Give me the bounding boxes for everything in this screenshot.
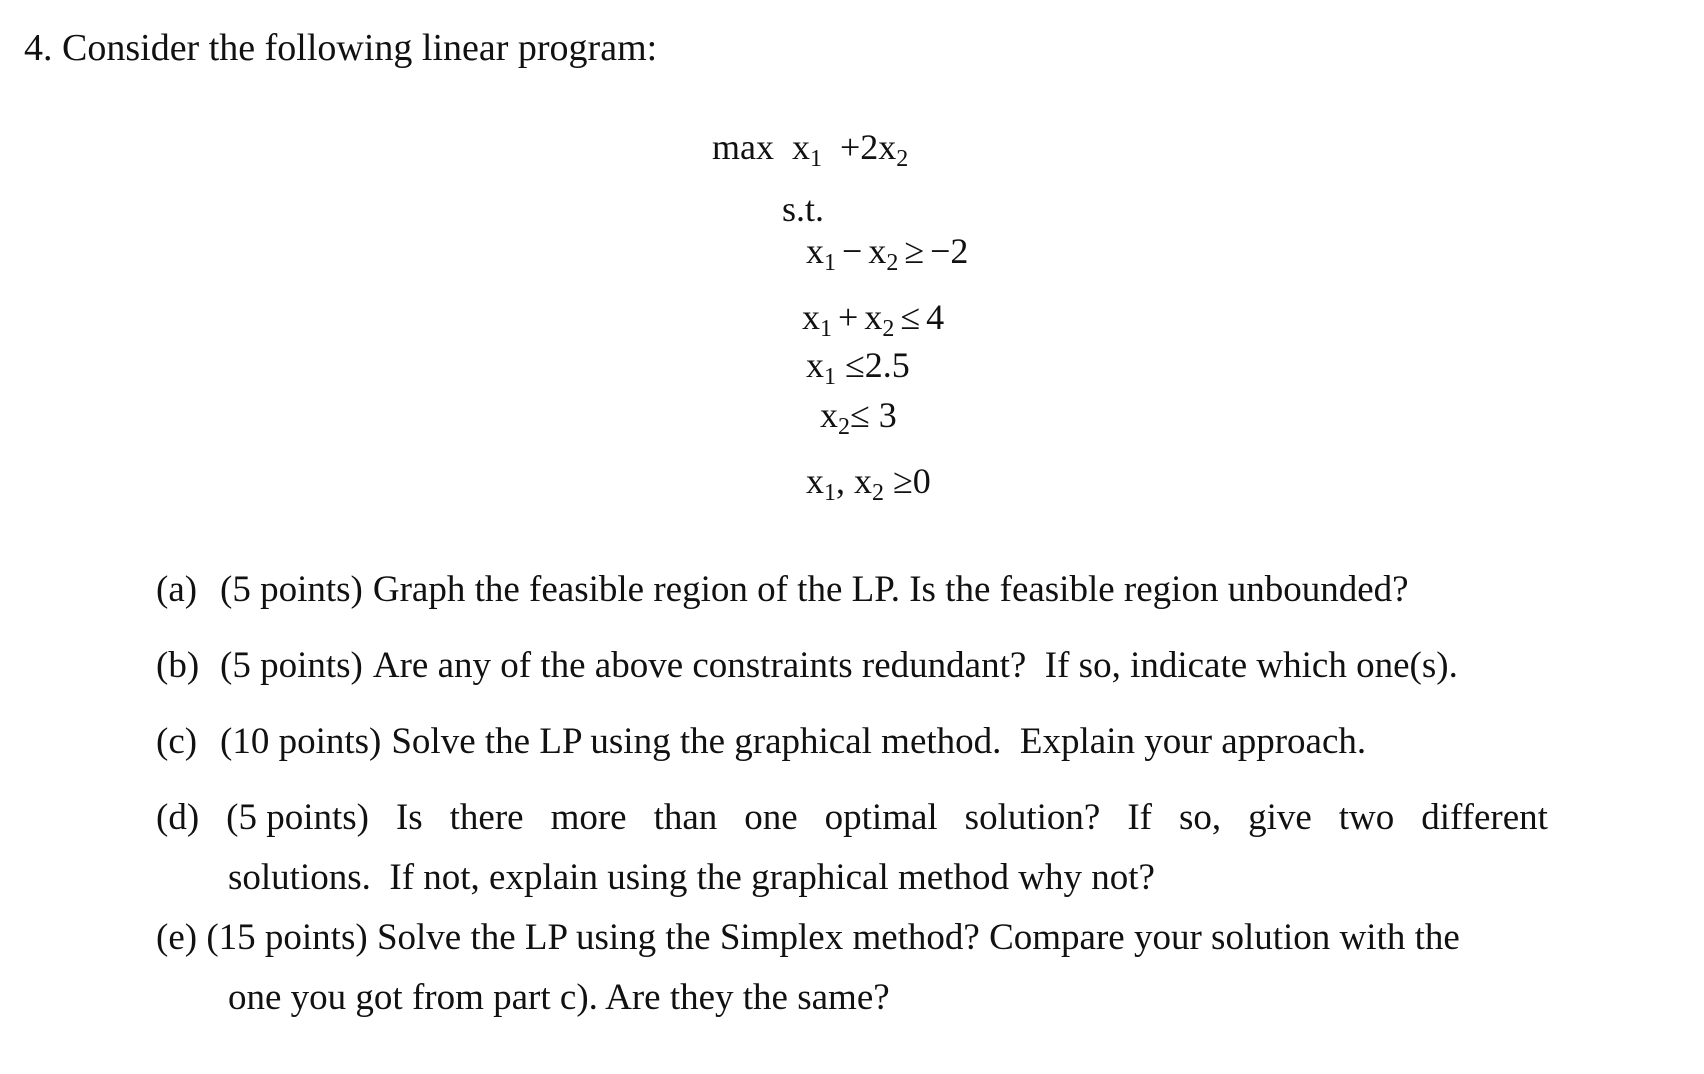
part-d-word: Is — [395, 797, 423, 838]
part-b-text: Are any of the above constraints redundant? If so, indicate which one(s). — [372, 645, 1458, 686]
part-a — [156, 568, 1409, 611]
subject-to-label: s.t. — [782, 189, 825, 229]
part-d-word: more — [550, 797, 627, 838]
objective-var1: x — [791, 127, 810, 167]
part-d-word: there — [449, 797, 524, 838]
part-d-word: so, — [1178, 797, 1222, 838]
part-b-label: (b) — [156, 645, 200, 686]
part-d-word: different — [1421, 797, 1548, 838]
part-d-points: (5 points) — [226, 797, 369, 838]
problem-heading: 4. Consider the following linear program: — [24, 27, 658, 69]
part-d-word: give — [1248, 797, 1312, 838]
part-d — [156, 796, 1548, 839]
part-d-continuation: solutions. If not, explain using the graphical method why not? — [228, 857, 1155, 898]
part-e-continuation: one you got from part c). Are they the same? — [228, 977, 890, 1018]
part-b-points: (5 points) — [220, 645, 363, 686]
part-c-text: Solve the LP using the graphical method. Explain your approach. — [391, 721, 1367, 762]
part-a-label: (a) — [156, 569, 198, 610]
part-c-points: (10 points) — [220, 721, 382, 762]
lp-objective: $\max x_1 +2x_2$ — [712, 127, 909, 172]
part-d-word: If — [1127, 797, 1152, 838]
constraint-nonnegativity: $x_1$, $x_2 \ge 0$ — [806, 461, 931, 506]
part-d-label: (d) — [156, 797, 200, 838]
constraint-2: $x_1 + x_2 \le 4$ — [802, 297, 945, 342]
part-d-word: one — [744, 797, 798, 838]
part-d-word: than — [653, 797, 718, 838]
objective-term2: +2x — [839, 127, 897, 167]
part-e-points: (15 points) — [206, 917, 368, 958]
part-d-word: two — [1338, 797, 1395, 838]
part-c — [156, 720, 1366, 763]
part-b — [156, 644, 1458, 687]
constraint-4: $x_2\le 3$ — [820, 395, 897, 440]
part-c-label: (c) — [156, 721, 198, 762]
part-e-label: (e) — [156, 917, 198, 958]
part-d-word: optimal — [824, 797, 938, 838]
part-e-text: Solve the LP using the Simplex method? Compare your solution with the — [376, 917, 1460, 958]
constraint-3: $x_1 \le 2.5$ — [806, 345, 910, 390]
part-a-text: Graph the feasible region of the LP. Is the feasible region unbounded? — [372, 569, 1409, 610]
part-d-word: solution? — [964, 797, 1101, 838]
constraint-1: $x_1 - x_2 \ge -2$ — [806, 231, 969, 276]
part-a-points: (5 points) — [220, 569, 363, 610]
part-e — [156, 916, 1460, 959]
objective-keyword: max — [712, 127, 774, 167]
